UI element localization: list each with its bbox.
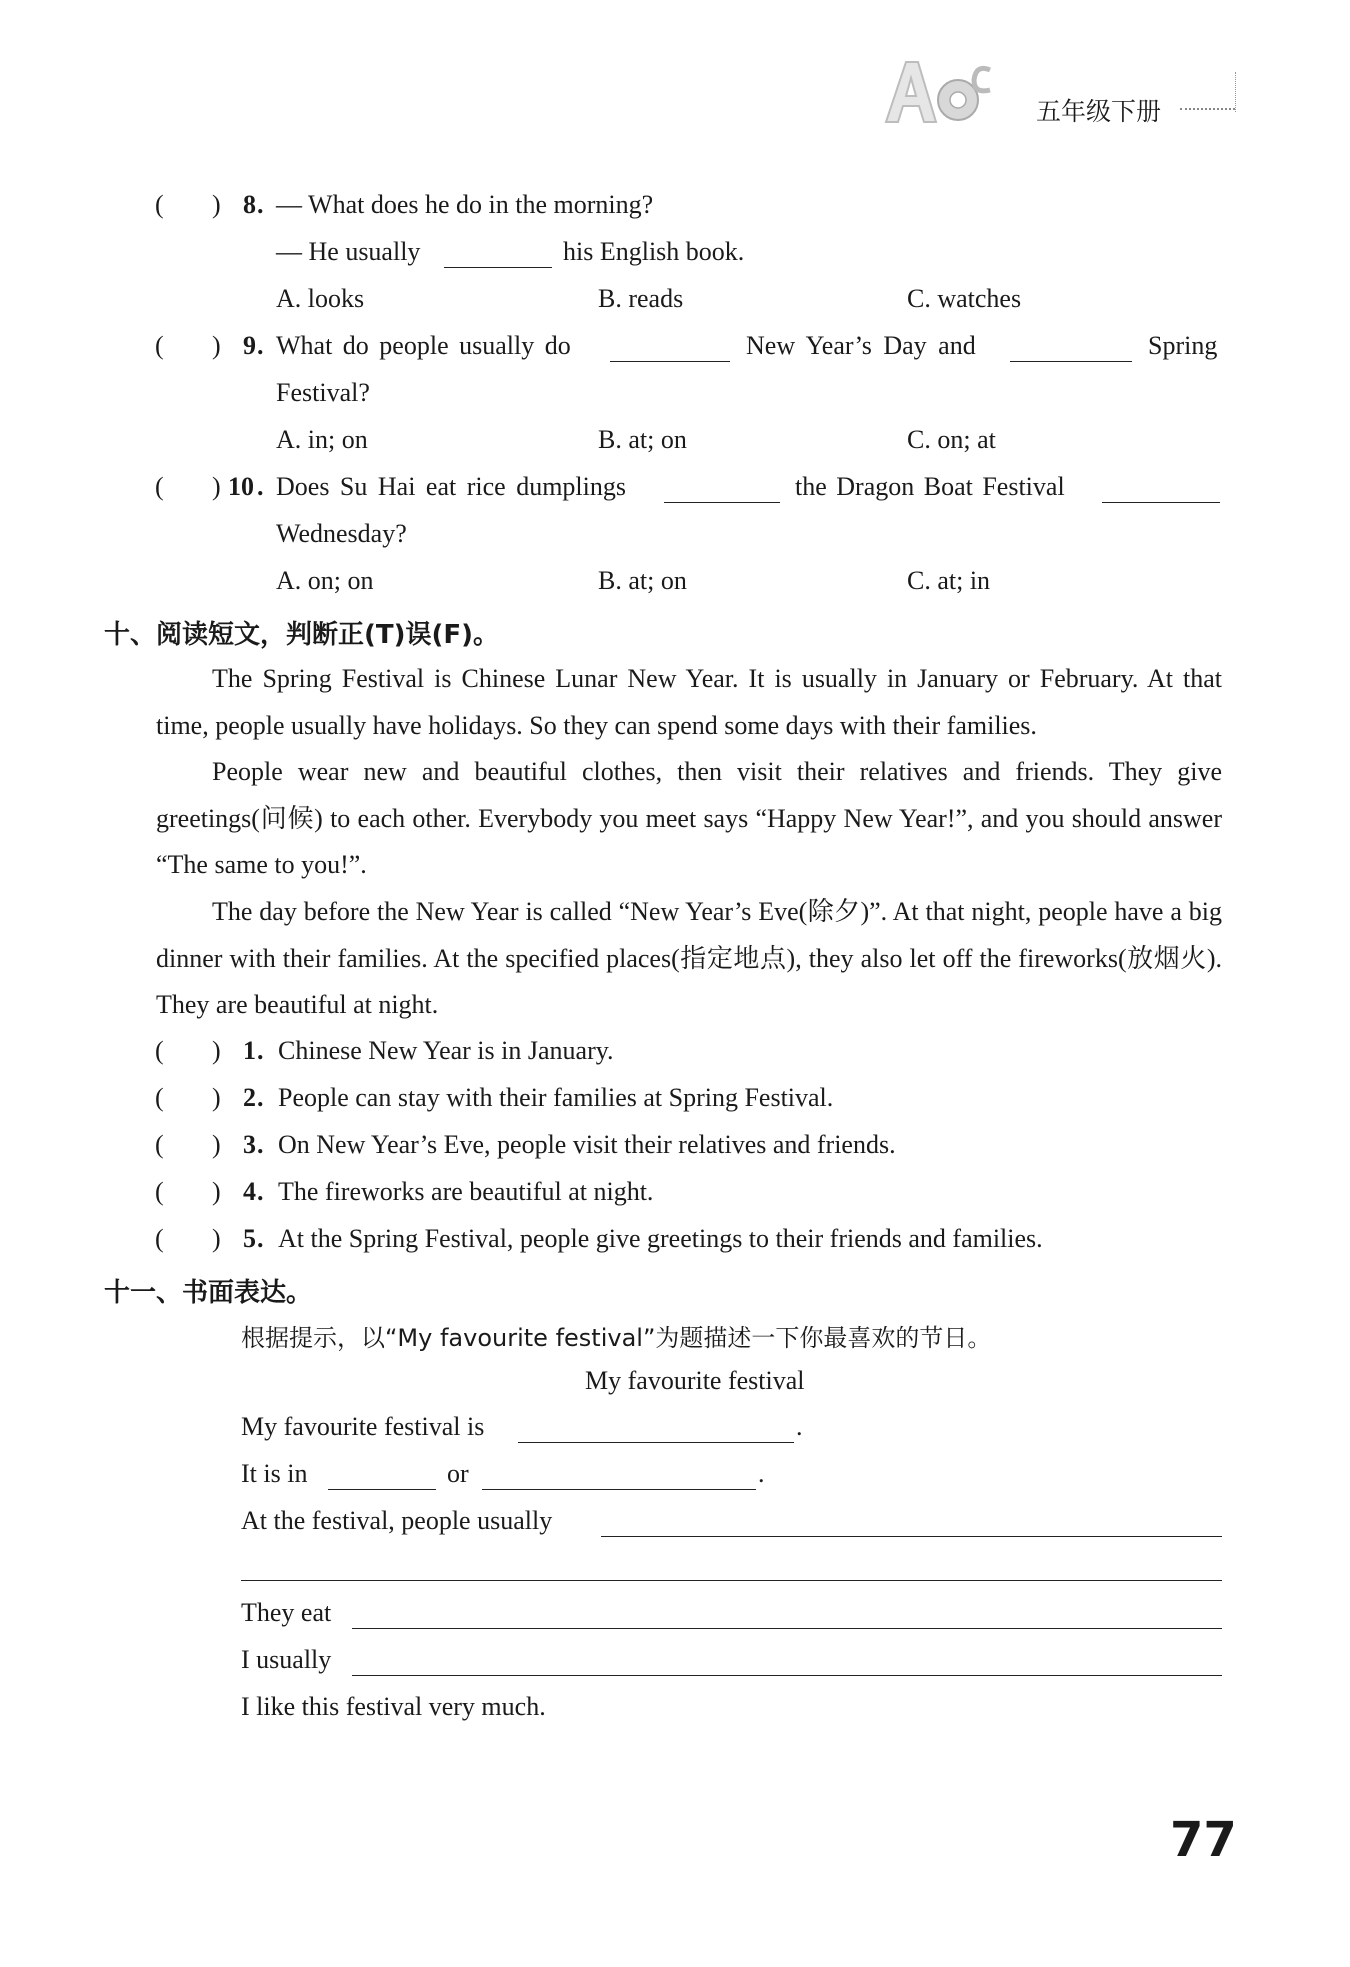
reading-paragraph-2 [156, 749, 1222, 889]
answer-paren-close: ) [212, 1177, 221, 1206]
prompt-text: At the festival, people usually [241, 1506, 553, 1535]
question-10 [0, 472, 1350, 512]
answer-paren-close: ) [212, 1224, 221, 1253]
header-logo [878, 50, 1008, 130]
grade-label: 五年级下册 [1036, 97, 1162, 126]
question-text: Chinese New Year is in January. [278, 1036, 614, 1065]
question-9 [0, 331, 1350, 371]
question-text: the Dragon Boat Festival [795, 472, 1065, 501]
question-number: 1 [243, 1036, 256, 1065]
writing-line-2 [0, 1459, 1350, 1499]
period: . [257, 1224, 264, 1253]
period: . [257, 472, 264, 501]
question-8 [0, 190, 1350, 230]
option-c[interactable]: C. at; in [907, 566, 991, 595]
answer-blank[interactable] [444, 267, 552, 268]
prompt-text: or [447, 1459, 469, 1488]
option-c[interactable]: C. on; at [907, 425, 996, 454]
question-number: 4 [243, 1177, 256, 1206]
question-text: — What does he do in the morning? [276, 190, 654, 219]
question-9-line2 [0, 378, 1350, 418]
answer-paren-open[interactable]: ( [155, 331, 164, 360]
option-a[interactable]: A. in; on [276, 425, 368, 454]
answer-blank[interactable] [518, 1442, 794, 1443]
answer-blank[interactable] [328, 1489, 436, 1490]
question-text: Festival? [276, 378, 370, 407]
tf-question-4 [0, 1177, 1350, 1217]
question-text: At the Spring Festival, people give greetings to their friends and families. [278, 1224, 1043, 1253]
section-11-title: 十一、书面表达。 [104, 1278, 313, 1308]
question-8-line2 [0, 237, 1350, 277]
reading-paragraph-1 [156, 656, 1222, 749]
tf-question-1 [0, 1036, 1350, 1076]
paragraph-text: The day before the New Year is called “New Year’s Eve(除夕)”. At that night, people have a big dinner with their families. At the specified places(指定地点), they also let off the fireworks(放烟火). They are beautiful at night. [156, 897, 1222, 1019]
answer-paren-open[interactable]: ( [155, 1224, 164, 1253]
option-c[interactable]: C. watches [907, 284, 1022, 313]
question-number: 5 [243, 1224, 256, 1253]
question-text: What do people usually do [276, 331, 571, 360]
question-text: On New Year’s Eve, people visit their relatives and friends. [278, 1130, 896, 1159]
answer-line[interactable] [241, 1580, 1222, 1581]
question-text: his English book. [563, 237, 745, 266]
period: . [257, 331, 264, 360]
question-text: People can stay with their families at Spring Festival. [278, 1083, 834, 1112]
paragraph-text: People wear new and beautiful clothes, then visit their relatives and friends. They give greetings(问候) to each other. Everybody you meet says “Happy New Year!”, and you should answer “The same to you!”. [156, 757, 1222, 879]
question-text: Does Su Hai eat rice dumplings [276, 472, 626, 501]
tf-question-3 [0, 1130, 1350, 1170]
option-b[interactable]: B. at; on [598, 566, 687, 595]
question-9-options [0, 425, 1350, 465]
option-a[interactable]: A. looks [276, 284, 365, 313]
question-number: 9 [243, 331, 256, 360]
answer-paren-close: ) [212, 1083, 221, 1112]
prompt-text: I usually [241, 1645, 332, 1674]
essay-title: My favourite festival [585, 1366, 805, 1395]
answer-blank[interactable] [1010, 361, 1132, 362]
question-text: — He usually [276, 237, 421, 266]
question-8-options [0, 284, 1350, 324]
period: . [796, 1412, 803, 1441]
abc-logo-icon [878, 50, 1008, 130]
option-a[interactable]: A. on; on [276, 566, 374, 595]
question-10-line2 [0, 519, 1350, 559]
option-b[interactable]: B. reads [598, 284, 684, 313]
period: . [257, 1083, 264, 1112]
reading-paragraph-3 [156, 889, 1222, 1029]
period: . [257, 190, 264, 219]
answer-paren-open[interactable]: ( [155, 1036, 164, 1065]
question-text: Spring [1148, 331, 1218, 360]
prompt-text: They eat [241, 1598, 332, 1627]
answer-paren-open[interactable]: ( [155, 1130, 164, 1159]
question-text: Wednesday? [276, 519, 407, 548]
prompt-text: I like this festival very much. [241, 1692, 546, 1721]
answer-paren-close: ) [212, 1036, 221, 1065]
answer-paren-open[interactable]: ( [155, 1177, 164, 1206]
option-b[interactable]: B. at; on [598, 425, 687, 454]
period: . [257, 1177, 264, 1206]
prompt-text: It is in [241, 1459, 308, 1488]
writing-line-6 [0, 1692, 1350, 1732]
writing-line-4 [0, 1598, 1350, 1638]
writing-line-1 [0, 1412, 1350, 1452]
paragraph-text: The Spring Festival is Chinese Lunar New Year. It is usually in January or February. At that time, people usually have holidays. So they can spend some days with their families. [156, 664, 1222, 740]
answer-paren-open[interactable]: ( [155, 472, 164, 501]
answer-blank[interactable] [482, 1489, 756, 1490]
question-number: 3 [243, 1130, 256, 1159]
answer-blank[interactable] [664, 502, 780, 503]
writing-instruction: 根据提示，以“My favourite festival”为题描述一下你最喜欢的节日。 [241, 1324, 992, 1352]
answer-blank[interactable] [352, 1675, 1222, 1676]
question-number: 10 [228, 472, 254, 501]
writing-line-3 [0, 1506, 1350, 1546]
answer-paren-close: ) [212, 331, 221, 360]
question-number: 2 [243, 1083, 256, 1112]
tf-question-2 [0, 1083, 1350, 1123]
question-10-options [0, 566, 1350, 606]
answer-paren-close: ) [212, 472, 221, 501]
section-10-title: 十、阅读短文，判断正(T)误(F)。 [104, 620, 500, 650]
answer-paren-open[interactable]: ( [155, 1083, 164, 1112]
period: . [257, 1036, 264, 1065]
question-text: New Year’s Day and [746, 331, 976, 360]
answer-blank[interactable] [610, 361, 730, 362]
answer-paren-close: ) [212, 190, 221, 219]
period: . [758, 1459, 765, 1488]
answer-paren-open[interactable]: ( [155, 190, 164, 219]
writing-line-5 [0, 1645, 1350, 1685]
answer-blank[interactable] [601, 1536, 1222, 1537]
answer-blank[interactable] [1102, 502, 1220, 503]
page-number: 77 [1170, 1812, 1237, 1868]
answer-paren-close: ) [212, 1130, 221, 1159]
prompt-text: My favourite festival is [241, 1412, 485, 1441]
answer-blank[interactable] [352, 1628, 1222, 1629]
header-dotted-rule [1180, 108, 1235, 110]
question-text: The fireworks are beautiful at night. [278, 1177, 654, 1206]
question-number: 8 [243, 190, 256, 219]
tf-question-5 [0, 1224, 1350, 1264]
period: . [257, 1130, 264, 1159]
